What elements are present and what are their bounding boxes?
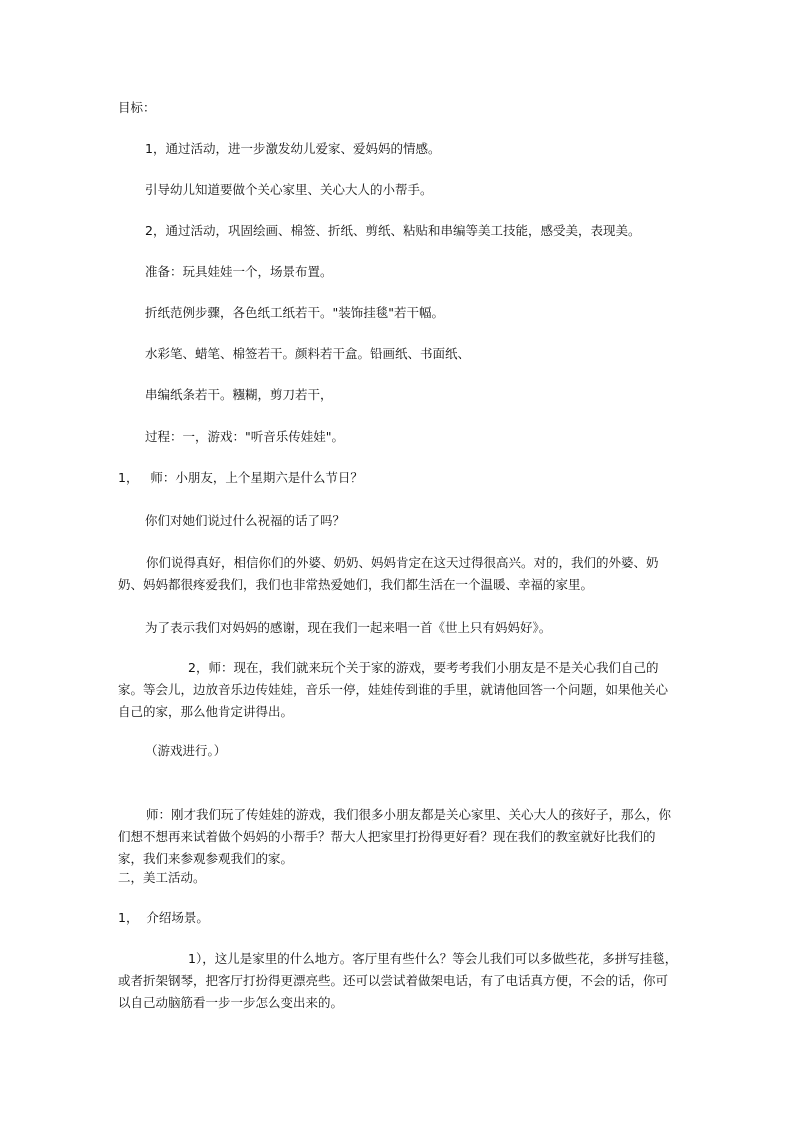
game-summary: 师：刚才我们玩了传娃娃的游戏，我们很多小朋友都是关心家里、关心大人的孩好子，那么，你们想不想再来试着做个妈妈的小帮手？帮大人把家里打扮得更好看？现在我们的教室就好比我们的家，我们来参观参观我们的家。: [118, 807, 672, 866]
step-1-question: 1， 师：小朋友，上个星期六是什么节日？: [118, 470, 363, 485]
step-1-song: 为了表示我们对妈妈的感谢，现在我们一起来唱一首《世上只有妈妈好》。: [145, 620, 552, 635]
step-2-game: 2，师：现在，我们就来玩个关于家的游戏，要考考我们小朋友是不是关心我们自己的家。等会儿，边放音乐边传娃娃，音乐一停，娃娃传到谁的手里，就请他回答一个问题，如果他关心自己的家，那么他肯定讲得出。: [118, 660, 669, 719]
preparation-strips: 串编纸条若干。糨糊，剪刀若干，: [145, 387, 333, 402]
game-in-progress: （游戏进行。）: [145, 743, 227, 758]
preparation-paper: 折纸范例步骤，各色纸工纸若干。"装饰挂毯"若干幅。: [145, 305, 445, 320]
goal-2: 2，通过活动，巩固绘画、棉签、折纸、剪纸、粘贴和串编等美工技能，感受美，表现美。: [145, 223, 641, 238]
art-activity-heading: 二，美工活动。: [118, 870, 206, 885]
process-heading: 过程：一，游戏："听音乐传娃娃"。: [145, 429, 344, 444]
art-step-1: 1， 介绍场景。: [118, 910, 209, 925]
step-1-blessing: 你们对她们说过什么祝福的话了吗？: [145, 513, 346, 528]
preparation-pens: 水彩笔、蜡笔、棉签若干。颜料若干盒。铅画纸、书面纸、: [145, 346, 471, 361]
goal-1: 1，通过活动，进一步激发幼儿爱家、爱妈妈的情感。: [145, 141, 441, 156]
preparation: 准备：玩具娃娃一个，场景布置。: [145, 264, 333, 279]
heading-goals: 目标：: [118, 100, 156, 115]
step-1-response: 你们说得真好，相信你们的外婆、奶奶、妈妈肯定在这天过得很高兴。对的，我们的外婆、奶奶、妈妈都很疼爱我们，我们也非常热爱她们，我们都生活在一个温暖、幸福的家里。: [118, 555, 659, 592]
goal-1-detail: 引导幼儿知道要做个关心家里、关心大人的小帮手。: [145, 182, 433, 197]
art-step-1-detail: 1），这儿是家里的什么地方。客厅里有些什么？等会儿我们可以多做些花，多拼写挂毯，或者折架钢琴，把客厅打扮得更漂亮些。还可以尝试着做架电话，有了电话真方便，不会的话，你可以自己动脑筋看一步一步怎么变出来的。: [118, 951, 678, 1010]
